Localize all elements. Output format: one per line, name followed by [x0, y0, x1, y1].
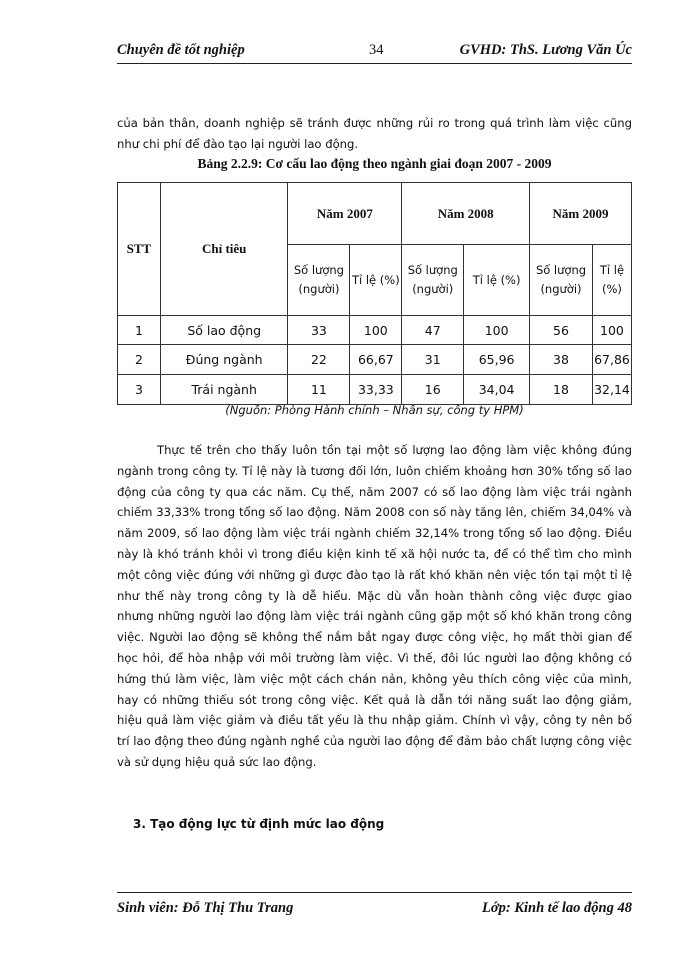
- subheader-count: Số lượng (người): [530, 245, 593, 316]
- cell-value: 16: [402, 375, 464, 405]
- subheader-ratio: Tỉ lệ (%): [350, 245, 402, 316]
- cell-value: 11: [288, 375, 350, 405]
- header-year-2007: Năm 2007: [288, 183, 402, 245]
- header-stt: STT: [118, 183, 161, 316]
- table-caption: Bảng 2.2.9: Cơ cấu lao động theo ngành giai đoạn 2007 - 2009: [197, 156, 552, 171]
- cell-label: Số lao động: [160, 316, 288, 345]
- cell-value: 33: [288, 316, 350, 345]
- subheader-ratio: Tỉ lệ (%): [464, 245, 530, 316]
- table-row: [118, 375, 632, 405]
- cell-value: 33,33: [350, 375, 402, 405]
- header-title: Chuyên đề tốt nghiệp: [117, 42, 245, 58]
- header-indicator: Chỉ tiêu: [160, 183, 288, 316]
- cell-value: 34,04: [464, 375, 530, 405]
- labor-structure-table: [117, 182, 632, 405]
- table-row: [118, 316, 632, 345]
- header-year-2008: Năm 2008: [402, 183, 530, 245]
- cell-value: 100: [350, 316, 402, 345]
- subheader-count: Số lượng (người): [288, 245, 350, 316]
- cell-value: 31: [402, 345, 464, 375]
- cell-value: 66,67: [350, 345, 402, 375]
- cell-value: 38: [530, 345, 593, 375]
- cell-stt: 3: [118, 375, 161, 405]
- cell-label: Trái ngành: [160, 375, 288, 405]
- page-header: [117, 38, 632, 62]
- table-header-row: [118, 183, 632, 245]
- header-divider: [117, 63, 632, 64]
- section-heading: 3. Tạo động lực từ định mức lao động: [133, 817, 385, 831]
- footer-divider: [117, 892, 632, 893]
- cell-value: 47: [402, 316, 464, 345]
- header-year-2009: Năm 2009: [530, 183, 632, 245]
- cell-stt: 1: [118, 316, 161, 345]
- cell-label: Đúng ngành: [160, 345, 288, 375]
- cell-value: 65,96: [464, 345, 530, 375]
- cell-value: 22: [288, 345, 350, 375]
- subheader-ratio: Tỉ lệ (%): [592, 245, 631, 316]
- cell-value: 32,14: [592, 375, 631, 405]
- table-source: (Nguồn: Phòng Hành chính – Nhân sự, công ty HPM): [225, 403, 524, 417]
- subheader-count: Số lượng (người): [402, 245, 464, 316]
- page-number: 34: [369, 42, 384, 58]
- cell-stt: 2: [118, 345, 161, 375]
- header-advisor: GVHD: ThS. Lương Văn Úc: [459, 42, 632, 58]
- cell-value: 67,86: [592, 345, 631, 375]
- footer-class: Lớp: Kinh tế lao động 48: [482, 900, 632, 916]
- cell-value: 56: [530, 316, 593, 345]
- cell-value: 100: [592, 316, 631, 345]
- intro-paragraph: của bản thân, doanh nghiệp sẽ tránh được những rủi ro trong quá trình làm việc cũng như chi phí để đào tạo lại người lao động.: [117, 116, 632, 151]
- footer-student: Sinh viên: Đỗ Thị Thu Trang: [117, 900, 294, 916]
- cell-value: 100: [464, 316, 530, 345]
- main-paragraph: Thực tế trên cho thấy luôn tồn tại một số lượng lao động làm việc không đúng ngành trong công ty. Tỉ lệ này là tương đối lớn, luôn chiếm khoảng hơn 30% tổng số lao động của công ty qua các năm. Cụ thể, năm 2007 có số lao động làm việc trái ngành chiếm 33,33% trong tổng số lao động. Năm 2008 con số này tăng lên, chiếm 34,04% và năm 2009, số lao động làm việc trái ngành chiếm 32,14% trong tổng số lao động. Điều này là khó tránh khỏi vì trong điều kiện kinh tế xã hội nước ta, để có thể tìm cho mình một công việc đúng với những gì được đào tạo là rất khó khăn nên việc tồn tại một tỉ lệ như thế này trong công ty là dễ hiểu. Mặc dù vẫn hoàn thành công việc được giao nhưng những người lao động làm việc trái ngành cũng gặp một số khó khăn trong công việc. Người lao động sẽ không thể nắm bắt ngay được công việc, họ mất thời gian để học hỏi, để hòa nhập với môi trường làm việc. Vì thế, đôi lúc người lao động không có hứng thú làm việc, làm việc một cách chán nản, không yêu thích công việc của mình, hay có những thiếu sót trong công việc. Kết quả là dẫn tới năng suất lao động giảm, hiệu quả làm việc giảm và điều tất yếu là thu nhập giảm. Chính vì vậy, công ty nên bố trí lao động theo đúng ngành nghề của người lao động để đảm bảo chất lượng công việc và sử dụng hiệu quả sức lao động.: [117, 443, 632, 769]
- table-row: [118, 345, 632, 375]
- cell-value: 18: [530, 375, 593, 405]
